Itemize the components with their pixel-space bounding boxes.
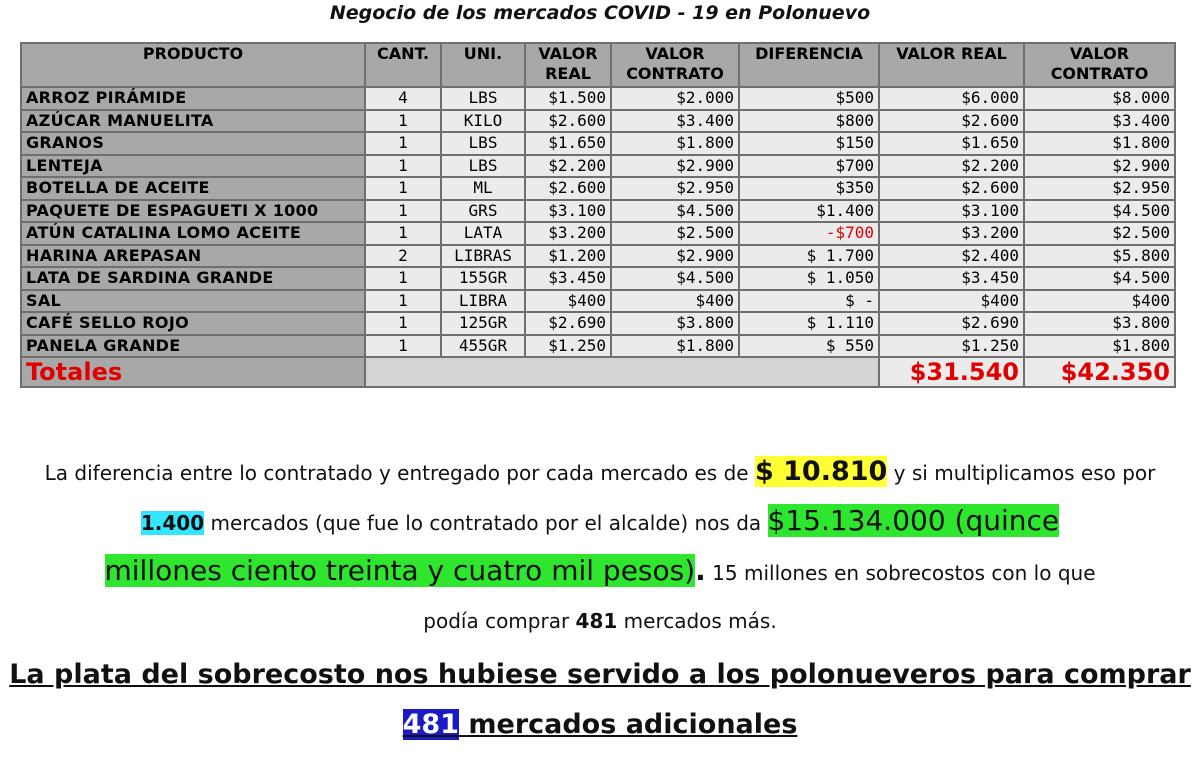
para-text-6: mercados más. [617,609,777,633]
cell-producto: CAFÉ SELLO ROJO [21,312,365,335]
table-row [21,110,1175,133]
cell-diferencia: $1.400 [739,200,879,223]
cell-diferencia: $ 550 [739,335,879,358]
cell-producto: ARROZ PIRÁMIDE [21,87,365,110]
table-row [21,155,1175,178]
cell-producto: PAQUETE DE ESPAGUETI X 1000 [21,200,365,223]
totals-valor-contrato: $42.350 [1024,357,1175,387]
cell-valor-real: $2.600 [525,177,611,200]
cell-diferencia: $ - [739,290,879,313]
cell-valor-contrato: $2.950 [611,177,739,200]
table-row [21,87,1175,110]
cell-valor-real: $1.650 [525,132,611,155]
cell-uni: LBS [441,87,525,110]
cell-diferencia: $150 [739,132,879,155]
cell-cant: 1 [365,312,441,335]
cell-valor-contrato-total: $2.900 [1024,155,1175,178]
totals-row [21,357,1175,387]
cell-valor-contrato: $4.500 [611,267,739,290]
cell-cant: 1 [365,200,441,223]
header-producto: PRODUCTO [21,43,365,87]
cell-valor-real: $1.250 [525,335,611,358]
cell-valor-real: $2.200 [525,155,611,178]
cell-producto: HARINA AREPASAN [21,245,365,268]
cell-valor-real: $3.100 [525,200,611,223]
cell-valor-contrato: $2.000 [611,87,739,110]
conclusion [0,650,1200,750]
cell-uni: LBS [441,155,525,178]
cell-cant: 1 [365,155,441,178]
cell-valor-real-total: $2.690 [879,312,1024,335]
header-valor-real: VALOR REAL [525,43,611,87]
cell-valor-real: $400 [525,290,611,313]
cell-producto: GRANOS [21,132,365,155]
cell-valor-contrato: $3.400 [611,110,739,133]
para-text-1: La diferencia entre lo contratado y entregado por cada mercado es de [44,461,755,485]
para-text-5: podía comprar [423,609,576,633]
totals-empty [365,357,879,387]
cell-valor-real-total: $6.000 [879,87,1024,110]
cell-valor-real-total: $3.100 [879,200,1024,223]
cell-valor-real: $1.500 [525,87,611,110]
difference-amount: $ 10.810 [754,456,888,487]
cell-valor-real-total: $2.600 [879,177,1024,200]
cell-valor-contrato-total: $3.800 [1024,312,1175,335]
table-row [21,290,1175,313]
explanation-paragraph [10,448,1190,645]
cell-uni: 455GR [441,335,525,358]
cell-uni: 155GR [441,267,525,290]
header-cant: CANT. [365,43,441,87]
market-count: 1.400 [140,511,205,535]
cell-diferencia: $500 [739,87,879,110]
para-text-2: y si multiplicamos eso por [887,461,1156,485]
cell-valor-real-total: $400 [879,290,1024,313]
cell-cant: 1 [365,222,441,245]
cell-uni: LBS [441,132,525,155]
cell-diferencia: $800 [739,110,879,133]
header-valor-real-total: VALOR REAL [879,43,1024,87]
cell-producto: AZÚCAR MANUELITA [21,110,365,133]
table-row [21,245,1175,268]
cell-valor-contrato: $400 [611,290,739,313]
table-row [21,177,1175,200]
header-valor-contrato: VALOR CONTRATO [611,43,739,87]
cell-uni: KILO [441,110,525,133]
cell-valor-real-total: $3.450 [879,267,1024,290]
cell-valor-real-total: $2.600 [879,110,1024,133]
table-header-row [21,43,1175,87]
cell-cant: 1 [365,290,441,313]
conclusion-line-2: mercados adicionales [458,709,798,740]
table-row [21,267,1175,290]
cell-producto: ATÚN CATALINA LOMO ACEITE [21,222,365,245]
cell-valor-contrato: $1.800 [611,132,739,155]
cell-valor-real-total: $3.200 [879,222,1024,245]
cell-valor-contrato: $2.900 [611,245,739,268]
cell-valor-contrato-total: $1.800 [1024,132,1175,155]
cell-uni: 125GR [441,312,525,335]
cell-valor-contrato-total: $5.800 [1024,245,1175,268]
para-dot: . [695,554,706,587]
header-diferencia: DIFERENCIA [739,43,879,87]
table-row [21,222,1175,245]
cell-valor-real-total: $1.250 [879,335,1024,358]
cell-valor-contrato-total: $400 [1024,290,1175,313]
cell-cant: 2 [365,245,441,268]
cell-diferencia: $ 1.110 [739,312,879,335]
cell-diferencia: $ 1.700 [739,245,879,268]
table-row [21,200,1175,223]
conclusion-line-1: La plata del sobrecosto nos hubiese servido a los polonueveros para comprar [9,659,1191,690]
cell-diferencia: -$700 [739,222,879,245]
cell-cant: 1 [365,267,441,290]
header-uni: UNI. [441,43,525,87]
page-title: Negocio de los mercados COVID - 19 en Polonuevo [329,2,871,24]
cell-valor-contrato: $1.800 [611,335,739,358]
cell-valor-real: $3.200 [525,222,611,245]
cell-valor-contrato-total: $4.500 [1024,267,1175,290]
cell-valor-real: $2.690 [525,312,611,335]
cell-valor-contrato-total: $4.500 [1024,200,1175,223]
cell-valor-real-total: $2.400 [879,245,1024,268]
table-row [21,335,1175,358]
cell-producto: PANELA GRANDE [21,335,365,358]
cell-uni: GRS [441,200,525,223]
price-table [20,42,1176,388]
totals-label: Totales [21,357,365,387]
cell-valor-real-total: $2.200 [879,155,1024,178]
cell-diferencia: $350 [739,177,879,200]
totals-valor-real: $31.540 [879,357,1024,387]
cell-valor-contrato-total: $3.400 [1024,110,1175,133]
cell-valor-contrato: $4.500 [611,200,739,223]
cell-valor-real: $1.200 [525,245,611,268]
cell-cant: 1 [365,335,441,358]
cell-uni: ML [441,177,525,200]
cell-cant: 4 [365,87,441,110]
cell-producto: LENTEJA [21,155,365,178]
cell-valor-real: $3.450 [525,267,611,290]
cell-valor-contrato-total: $2.950 [1024,177,1175,200]
cell-cant: 1 [365,110,441,133]
total-overcost-a: $15.134.000 (quince [767,504,1060,537]
table-row [21,132,1175,155]
cell-valor-contrato-total: $1.800 [1024,335,1175,358]
cell-diferencia: $700 [739,155,879,178]
cell-producto: LATA DE SARDINA GRANDE [21,267,365,290]
table-row [21,312,1175,335]
cell-valor-real-total: $1.650 [879,132,1024,155]
extra-markets: 481 [575,609,618,633]
cell-producto: SAL [21,290,365,313]
cell-cant: 1 [365,177,441,200]
para-text-4: 15 millones en sobrecostos con lo que [705,561,1096,585]
cell-diferencia: $ 1.050 [739,267,879,290]
cell-cant: 1 [365,132,441,155]
cell-uni: LIBRA [441,290,525,313]
cell-uni: LIBRAS [441,245,525,268]
header-valor-contrato-total: VALOR CONTRATO [1024,43,1175,87]
cell-valor-contrato-total: $8.000 [1024,87,1175,110]
cell-valor-contrato-total: $2.500 [1024,222,1175,245]
cell-valor-real: $2.600 [525,110,611,133]
cell-producto: BOTELLA DE ACEITE [21,177,365,200]
total-overcost-b: millones ciento treinta y cuatro mil pesos) [104,554,696,587]
cell-valor-contrato: $2.900 [611,155,739,178]
conclusion-number: 481 [402,709,459,740]
para-text-3: mercados (que fue lo contratado por el alcalde) nos da [204,511,768,535]
cell-uni: LATA [441,222,525,245]
cell-valor-contrato: $2.500 [611,222,739,245]
cell-valor-contrato: $3.800 [611,312,739,335]
